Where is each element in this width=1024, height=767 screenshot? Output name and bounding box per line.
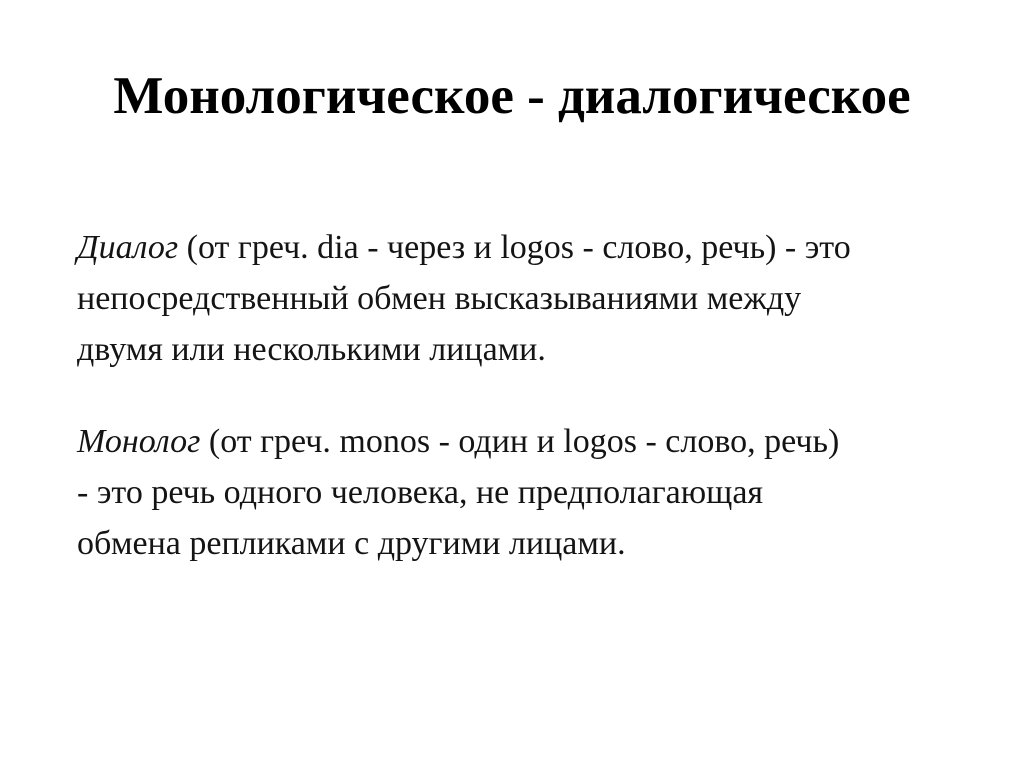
monologue-line-2: - это речь одного человека, не предполагающая [77, 474, 764, 511]
slide-body [77, 222, 1012, 569]
term-dialogue: Диалог [77, 229, 179, 266]
monologue-line-3: обмена репликами с другими лицами. [77, 525, 626, 562]
term-monologue: Монолог [77, 423, 201, 460]
slide-title: Монологическое - диалогическое [113, 67, 911, 125]
monologue-line-1: (от греч. monos - один и logos - слово, речь) [200, 423, 840, 460]
dialogue-definition [77, 222, 1012, 375]
dialogue-line-1: (от греч. dia - через и logos - слово, речь) - это [178, 229, 851, 266]
monologue-definition [77, 416, 1012, 569]
dialogue-line-2: непосредственный обмен высказываниями между [77, 280, 802, 317]
dialogue-line-3: двумя или несколькими лицами. [77, 331, 546, 368]
